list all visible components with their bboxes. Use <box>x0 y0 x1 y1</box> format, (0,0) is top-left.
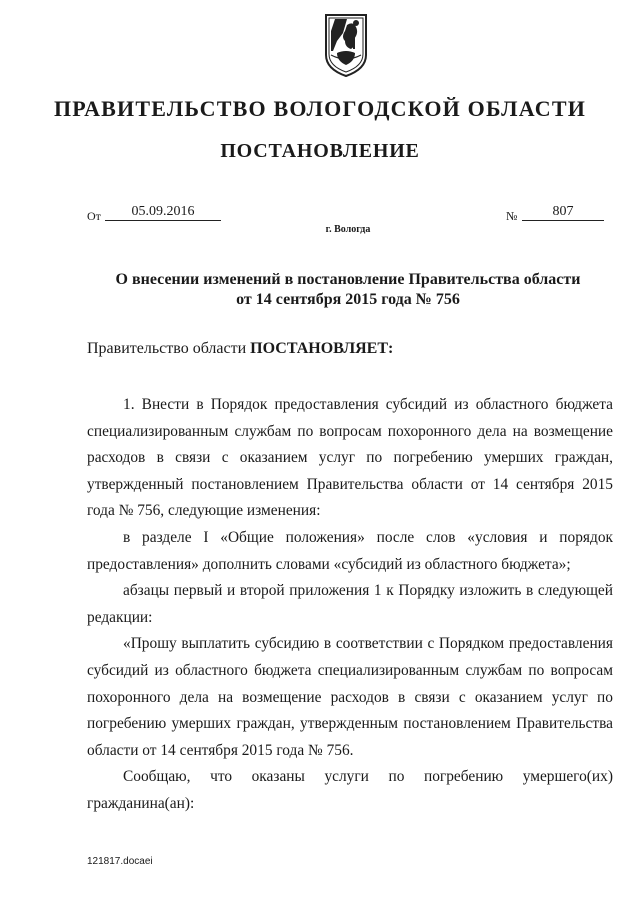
number-value: 807 <box>522 204 604 221</box>
coat-of-arms-emblem <box>323 11 369 79</box>
file-name-footer: 121817.docaei <box>87 856 153 867</box>
preamble-text: Правительство области <box>87 340 251 357</box>
subject-line-1: О внесении изменений в постановление Правительства области <box>115 271 581 288</box>
organization-title: ПРАВИТЕЛЬСТВО ВОЛОГОДСКОЙ ОБЛАСТИ <box>53 96 587 121</box>
date-label: От <box>87 209 101 223</box>
document-body <box>87 392 613 818</box>
body-paragraph: Сообщаю, что оказаны услуги по погребению умершего(их) гражданина(ан): <box>87 768 613 812</box>
city-label: г. Вологда <box>325 224 371 235</box>
subject-line-2: от 14 сентября 2015 года № 756 <box>236 291 460 308</box>
body-paragraph: в разделе I «Общие положения» после слов «условия и порядок предоставления» дополнить словами «субсидий из областного бюджета»; <box>87 528 613 573</box>
preamble-decree-word: ПОСТАНОВЛЯЕТ: <box>250 340 394 357</box>
document-subject <box>80 270 616 310</box>
body-paragraph: 1. Внести в Порядок предоставления субсидий из областного бюджета специализированным службам по вопросам похоронного дела на возмещение расходов в связи с оказанием услуг по погребению умерших граждан, утвержденный постановлением Правительства области от 14 сентября 2015 года № 756, следующие изменения: <box>87 396 613 520</box>
body-paragraph: «Прошу выплатить субсидию в соответствии с Порядком предоставления субсидий из областного бюджета специализированным службам по вопросам похоронного дела на возмещение расходов в связи с оказанием услуг по погребению умерших граждан, утвержденным постановлением Правительства области от 14 сентября 2015 года № 756. <box>87 635 613 759</box>
body-paragraph: абзацы первый и второй приложения 1 к Порядку изложить в следующей редакции: <box>87 582 613 626</box>
preamble <box>87 340 393 358</box>
date-value: 05.09.2016 <box>105 204 221 221</box>
document-type-title: ПОСТАНОВЛЕНИЕ <box>220 140 420 162</box>
number-label: № <box>506 209 518 223</box>
